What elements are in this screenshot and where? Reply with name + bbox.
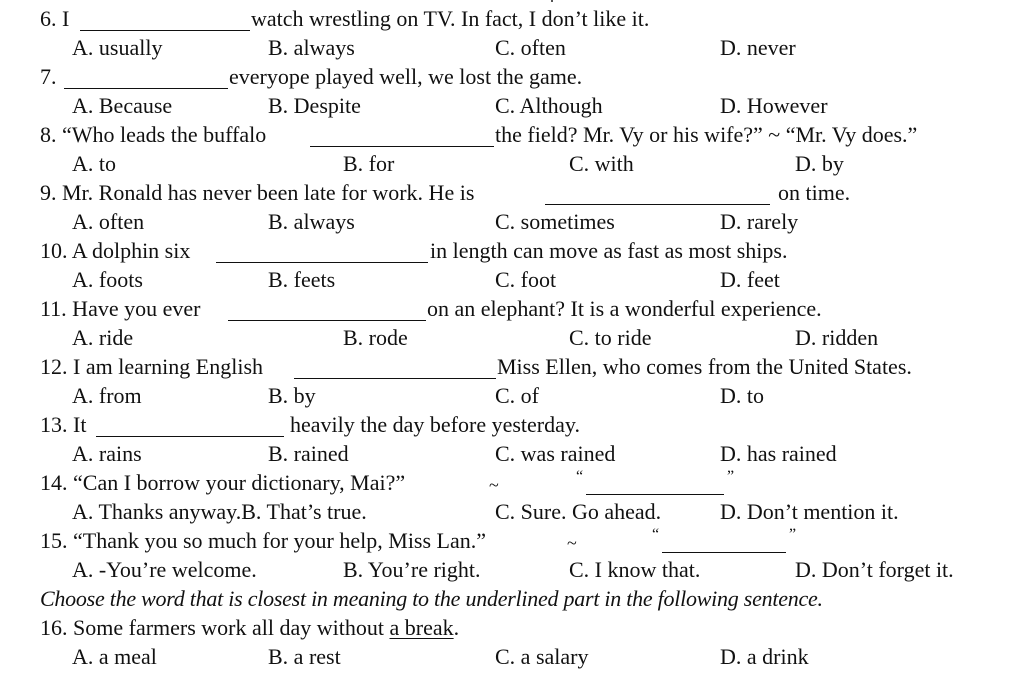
- answer-blank-13: [96, 436, 284, 437]
- option-8c: C. with: [569, 151, 634, 176]
- question-9-stem-start: 9. Mr. Ronald has never been late for work. He is: [40, 180, 475, 205]
- option-16a: A. a meal: [72, 644, 157, 669]
- question-12-stem-start: 12. I am learning English: [40, 354, 264, 379]
- close-quote-14: ”: [727, 468, 735, 485]
- option-11d: D. ridden: [795, 325, 879, 350]
- option-8b: B. for: [343, 151, 395, 176]
- question-9-stem-end: on time.: [778, 180, 851, 205]
- option-6a: A. usually: [72, 35, 163, 60]
- question-6-stem-start: 6. I: [40, 6, 70, 31]
- question-12-stem-end: Miss Ellen, who comes from the United States.: [497, 354, 912, 379]
- option-15d: D. Don’t forget it.: [795, 557, 954, 582]
- option-6d: D. never: [720, 35, 796, 60]
- question-13-stem-end: heavily the day before yesterday.: [290, 412, 580, 437]
- option-14d: D. Don’t mention it.: [720, 499, 899, 524]
- option-7d: D. However: [720, 93, 828, 118]
- tilde-14: ~: [489, 475, 499, 495]
- question-16-stem-start: 16. Some farmers work all day without: [40, 615, 390, 640]
- option-9d: D. rarely: [720, 209, 799, 234]
- open-quote-14: “: [576, 468, 584, 485]
- option-15b: B. You’re right.: [343, 557, 481, 582]
- option-13a: A. rains: [72, 441, 142, 466]
- option-7a: A. Because: [72, 93, 173, 118]
- option-9c: C. sometimes: [495, 209, 615, 234]
- question-7-stem-end: everyope played well, we lost the game.: [229, 64, 583, 89]
- option-6b: B. always: [268, 35, 355, 60]
- option-6c: C. often: [495, 35, 566, 60]
- option-8a: A. to: [72, 151, 116, 176]
- answer-blank-11: [228, 320, 426, 321]
- instruction-text: Choose the word that is closest in meaning to the underlined part in the following sentence.: [40, 586, 823, 611]
- answer-blank-7: [64, 88, 228, 89]
- option-12a: A. from: [72, 383, 142, 408]
- scan-mark: [551, 0, 553, 2]
- question-11-stem-start: 11. Have you ever: [40, 296, 201, 321]
- question-13-stem-start: 13. It: [40, 412, 87, 437]
- question-8-stem-end: the field? Mr. Vy or his wife?” ~ “Mr. Vy does.”: [495, 122, 918, 147]
- option-12b: B. by: [268, 383, 316, 408]
- option-7b: B. Despite: [268, 93, 361, 118]
- answer-blank-8: [310, 146, 494, 147]
- tilde-15: ~: [567, 533, 577, 553]
- option-9a: A. often: [72, 209, 145, 234]
- close-quote-15: ”: [789, 526, 797, 543]
- answer-blank-12: [294, 378, 496, 379]
- answer-blank-6: [80, 30, 250, 31]
- question-11-stem-end: on an elephant? It is a wonderful experience.: [427, 296, 822, 321]
- option-16b: B. a rest: [268, 644, 341, 669]
- answer-blank-14: [586, 494, 724, 495]
- option-7c: C. Although: [495, 93, 603, 118]
- open-quote-15: “: [652, 526, 660, 543]
- option-11b: B. rode: [343, 325, 408, 350]
- option-14c: C. Sure. Go ahead.: [495, 499, 662, 524]
- question-6-stem-end: watch wrestling on TV. In fact, I don’t like it.: [251, 6, 650, 31]
- option-13d: D. has rained: [720, 441, 837, 466]
- question-14-stem: 14. “Can I borrow your dictionary, Mai?”: [40, 470, 406, 495]
- option-13c: C. was rained: [495, 441, 616, 466]
- option-13b: B. rained: [268, 441, 349, 466]
- option-9b: B. always: [268, 209, 355, 234]
- option-16c: C. a salary: [495, 644, 589, 669]
- question-8-stem-start: 8. “Who leads the buffalo: [40, 122, 267, 147]
- underlined-phrase: a break: [389, 615, 454, 640]
- question-7-stem-start: 7.: [40, 64, 57, 89]
- question-16-stem: [40, 615, 459, 641]
- option-12c: C. of: [495, 383, 539, 408]
- option-12d: D. to: [720, 383, 764, 408]
- question-15-stem: 15. “Thank you so much for your help, Miss Lan.”: [40, 528, 487, 553]
- option-10d: D. feet: [720, 267, 780, 292]
- option-10b: B. feets: [268, 267, 336, 292]
- option-11c: C. to ride: [569, 325, 652, 350]
- option-8d: D. by: [795, 151, 844, 176]
- option-15c: C. I know that.: [569, 557, 701, 582]
- question-10-stem-start: 10. A dolphin six: [40, 238, 191, 263]
- answer-blank-10: [216, 262, 428, 263]
- option-15a: A. -You’re welcome.: [72, 557, 257, 582]
- question-10-stem-end: in length can move as fast as most ships.: [430, 238, 788, 263]
- question-16-stem-end: .: [453, 615, 460, 640]
- option-16d: D. a drink: [720, 644, 809, 669]
- option-10c: C. foot: [495, 267, 557, 292]
- answer-blank-15: [662, 552, 786, 553]
- option-14ab: A. Thanks anyway.B. That’s true.: [72, 499, 367, 524]
- option-10a: A. foots: [72, 267, 143, 292]
- answer-blank-9: [545, 204, 770, 205]
- option-11a: A. ride: [72, 325, 134, 350]
